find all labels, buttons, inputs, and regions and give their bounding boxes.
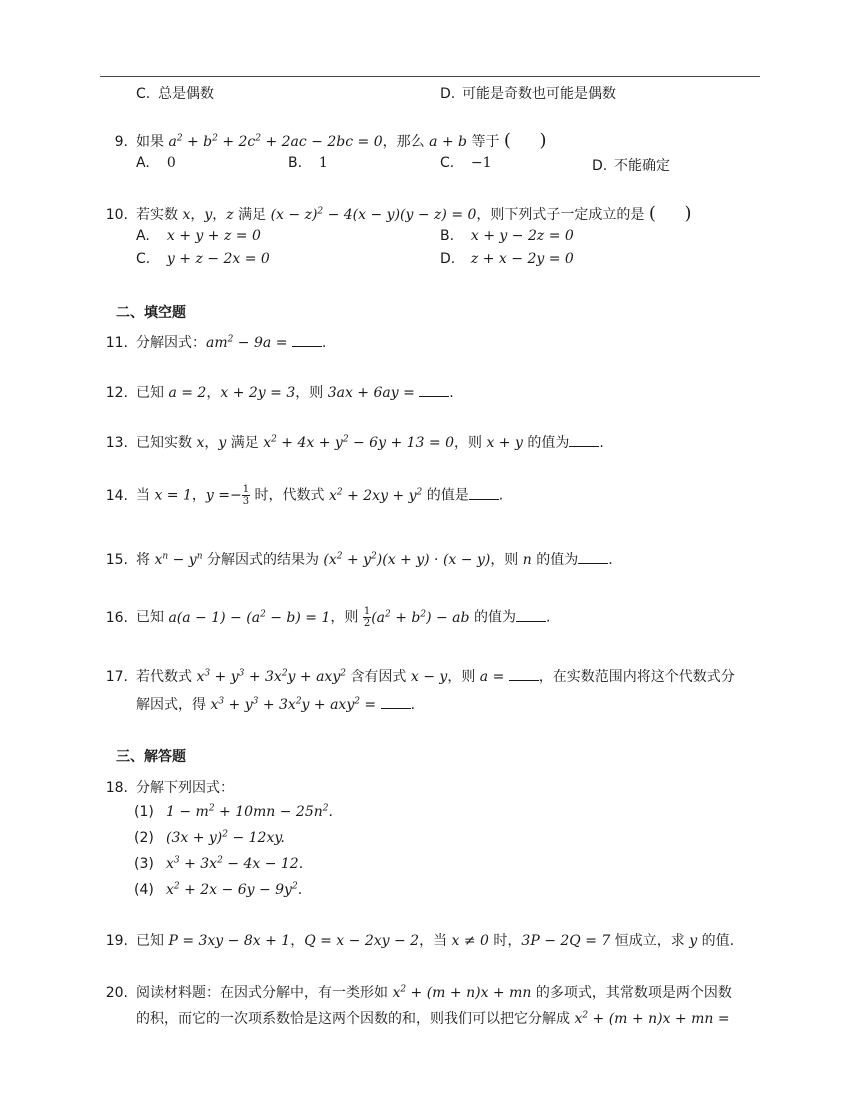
q9-stem: 9. 如果 $a^2 + b^2 + 2c^2 + 2ac - 2bc = 0$，那么 a + b 等于 ( ) bbox=[114, 130, 547, 151]
answer-blank bbox=[381, 696, 411, 709]
q10-option-d: D. z + x − 2y = 0 bbox=[440, 251, 574, 267]
q12: 12. 已知 a = 2，x + 2y = 3，则 3ax + 6ay = . bbox=[105, 385, 454, 401]
q18-item-1: (1) $1 - m^2 + 10mn - 25n^2$. bbox=[134, 803, 333, 820]
q9-equation: $a^2 + b^2 + 2c^2 + 2ac - 2bc = 0$ bbox=[168, 133, 383, 150]
q16: 16. 已知 $a(a - 1) - (a^2 - b) = 1$，则 $\frac{1}{2}$ $(a^2 + b^2)$ − ab 的值为 . bbox=[105, 606, 551, 629]
q18-item-2: (2) $(3x + y)^2 - 12xy$. bbox=[134, 829, 285, 846]
q14: 14. 当 x = 1，y =− $\frac{1}{3}$ 时，代数式 $x^2 + 2xy + y^2$ 的值是 . bbox=[105, 484, 504, 507]
answer-blank bbox=[419, 384, 449, 397]
q10-option-a: A. x + y + z = 0 bbox=[136, 228, 261, 244]
q11: 11. 分解因式：$am^2 - 9a$ = . bbox=[105, 334, 327, 351]
q18-item-3: (3) $x^3 + 3x^2 - 4x - 12$. bbox=[134, 855, 304, 872]
q9-option-c: C. −1 bbox=[440, 155, 492, 171]
fraction-one-half: $\frac{1}{2}$ bbox=[363, 606, 371, 629]
answer-blank bbox=[292, 334, 322, 347]
answer-blank bbox=[578, 551, 608, 564]
q15: 15. 将 $x^n - y^n$ 分解因式的结果为 $(x^2 + y^2)(x + y) \cdot (x - y)$，则 n 的值为 . bbox=[105, 551, 613, 568]
q9-option-d: D. 不能确定 bbox=[592, 158, 670, 174]
q9-option-b: B. 1 bbox=[288, 155, 328, 171]
q18-stem: 18. 分解下列因式： bbox=[105, 780, 234, 796]
fraction-one-third: $\frac{1}{3}$ bbox=[242, 484, 250, 507]
q17-line2: 解因式，得 $x^3 + y^3 + 3x^2y + axy^2$ = . bbox=[136, 696, 416, 713]
q18-item-4: (4) $x^2 + 2x - 6y - 9y^2$. bbox=[134, 881, 303, 898]
q8-option-c: C. 总是偶数 bbox=[136, 86, 214, 102]
q10-stem: 10. 若实数 x，y，z 满足 $(x - z)^2 - 4(x - y)(y - z) = 0$，则下列式子一定成立的是 ( ) bbox=[105, 203, 692, 224]
section-title-fill-blank: 二、填空题 bbox=[116, 305, 186, 321]
answer-blank bbox=[516, 609, 546, 622]
q20-line2: 的积，而它的一次项系数恰是这两个因数的和，则我们可以把它分解成 $x^2 + (m + n)x$ + mn = bbox=[136, 1010, 730, 1027]
q9-option-a: A. 0 bbox=[136, 155, 176, 171]
q13: 13. 已知实数 x，y 满足 $x^2 + 4x + y^2 - 6y + 13 = 0$，则 x + y 的值为 . bbox=[105, 434, 604, 451]
answer-blank bbox=[509, 668, 539, 681]
q10-equation: $(x - z)^2 - 4(x - y)(y - z) = 0$ bbox=[270, 206, 477, 223]
q8-option-d: D. 可能是奇数也可能是偶数 bbox=[440, 86, 616, 102]
q10-option-b: B. x + y − 2z = 0 bbox=[440, 228, 574, 244]
q10-option-c: C. y + z − 2x = 0 bbox=[136, 251, 270, 267]
q17-line1: 17. 若代数式 $x^3 + y^3 + 3x^2y + axy^2$ 含有因式 x − y，则 a = ，在实数范围内将这个代数式分 bbox=[105, 668, 735, 685]
section-title-solution: 三、解答题 bbox=[116, 749, 186, 765]
q19: 19. 已知 P = 3xy − 8x + 1，Q = x − 2xy − 2，当 x ≠ 0 时，3P − 2Q = 7 恒成立，求 y 的值. bbox=[105, 933, 735, 949]
header-rule bbox=[100, 76, 760, 77]
answer-blank bbox=[469, 487, 499, 500]
answer-blank bbox=[569, 434, 599, 447]
q20-line1: 20. 阅读材料题：在因式分解中，有一类形如 $x^2 + (m + n)x$ + mn 的多项式，其常数项是两个因数 bbox=[105, 984, 732, 1001]
